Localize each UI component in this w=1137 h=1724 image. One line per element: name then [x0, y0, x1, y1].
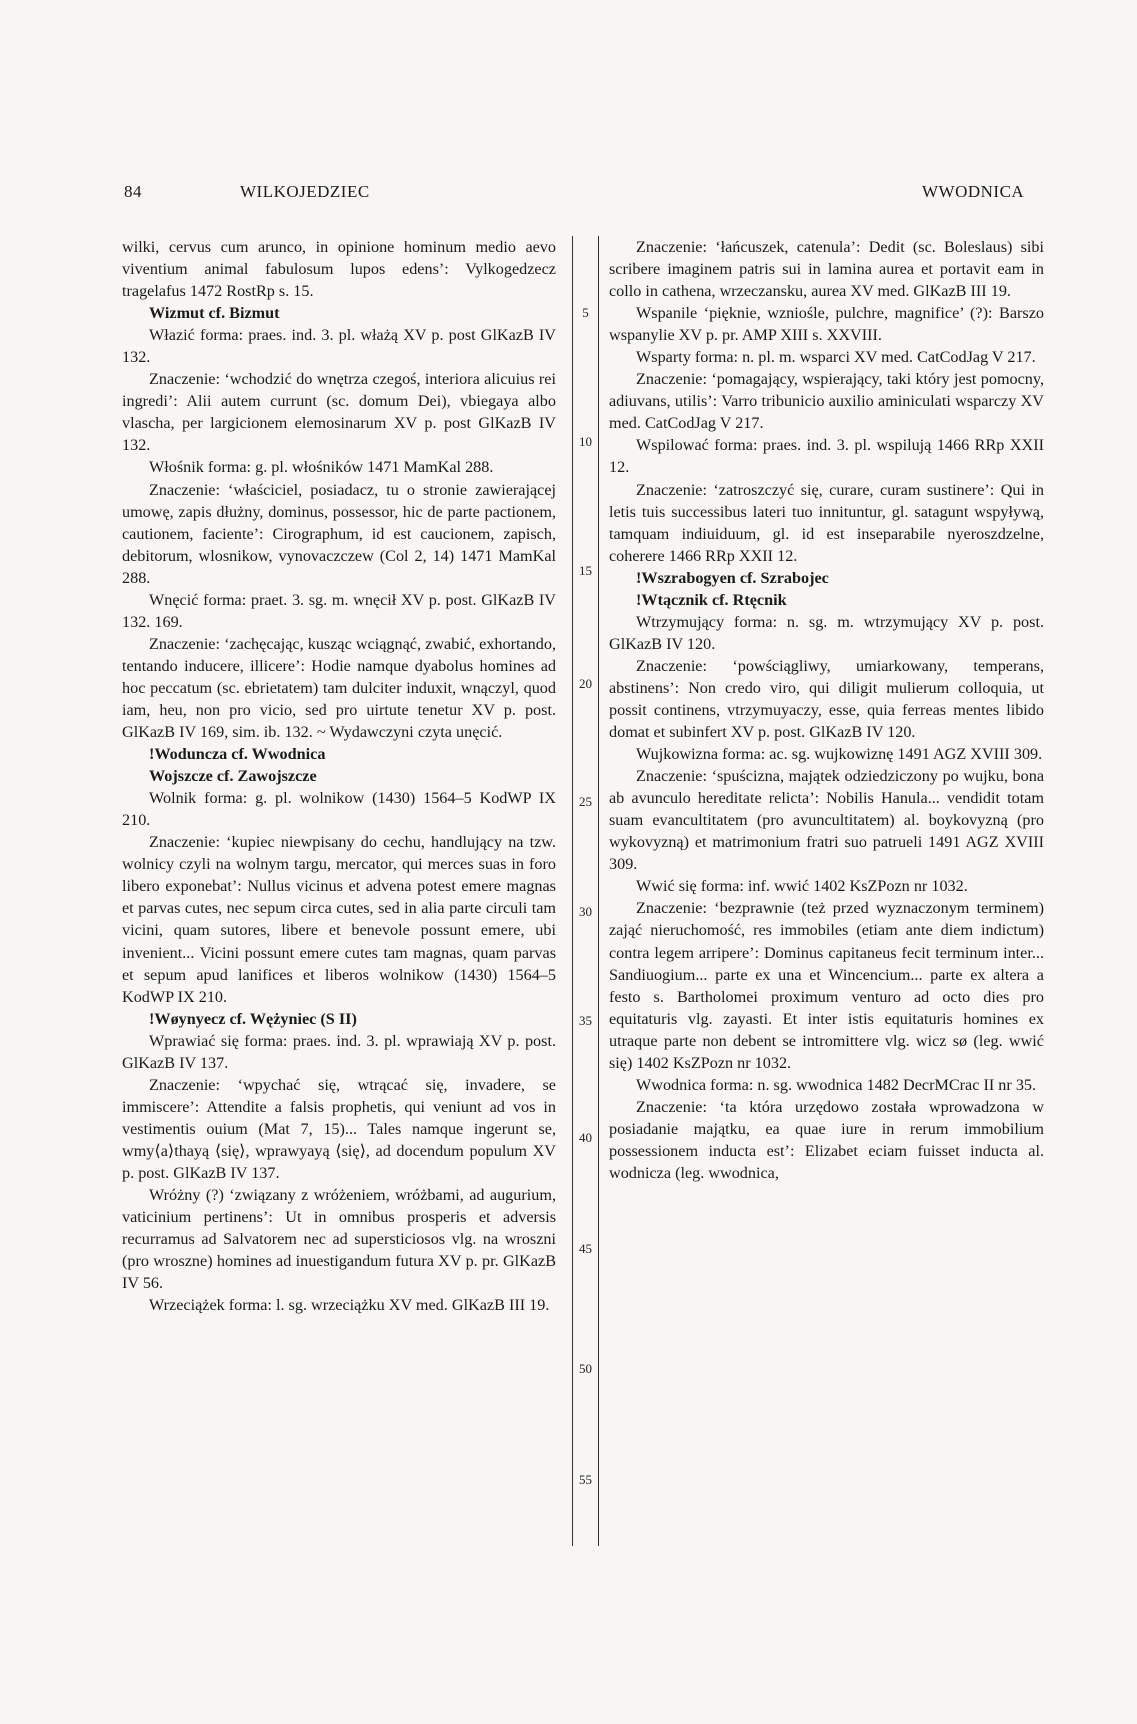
entry-meaning: Znaczenie: ‘powściągliwy, umiarkowany, temperans, abstinens’: Non credo viro, qui diligit mulierum colloquia, ut possit continens, vtrzymuyaczy, esse, quia ferreas mentes libido domat et subinfert XV p. post. GlKazB IV 120.: [609, 656, 1044, 742]
entry-crossref: !Woduncza cf. Wwodnica: [149, 745, 326, 764]
entry-meaning: Znaczenie: ‘wpychać się, wtrącać się, invadere, se immiscere’: Attendite a falsis prophetis, qui veniunt ad vos in vestimentis ouium (Mat 7, 15)... Tales namque ingerunt se, wmy⟨a⟩thayą ⟨się⟩, wprawyayą ⟨się⟩, ad docendum populum XV p. post. GlKazB IV 137.: [122, 1075, 556, 1182]
entry-headword: Wtrzymujący forma: n. sg. m. wtrzymujący XV p. post. GlKazB IV 120.: [609, 612, 1044, 653]
entry-meaning: Znaczenie: ‘ta która urzędowo została wprowadzona w posiadanie majątku, ea quae iure in rerum immobilium possessionem inducta est’: Elizabet eciam fuisset inducta al. wodnicza (leg. wwodnica,: [609, 1097, 1044, 1182]
line-number: 5: [582, 305, 589, 320]
running-header: [0, 182, 1137, 208]
entry-headword: Włazić forma: praes. ind. 3. pl. włażą XV p. post GlKazB IV 132.: [122, 326, 556, 367]
entry-headword: Włośnik forma: g. pl. włośników 1471 MamKal 288.: [149, 458, 494, 477]
line-number: 30: [579, 904, 592, 919]
column-divider-right: [598, 236, 599, 1546]
column-divider-left: [572, 236, 573, 1546]
line-number: 10: [579, 434, 592, 449]
entry-headword: Wrzeciążek forma: l. sg. wrzeciążku XV med. GlKazB III 19.: [149, 1296, 550, 1315]
entry-meaning: Znaczenie: ‘kupiec niewpisany do cechu, handlujący na tzw. wolnicy czyli na wolnym targu, mercator, qui merces suas in foro libero exponebat’: Nullus vicinus et advena potest emere magnas et parvas cutes, nec sepum circa cutes, sed in alia parte circuli tam vicini, quam sutores, libere et benevole possunt emere, ubi invenient... Vicini possunt emere cutes tam magnas, quam parvas et sepum apud lanifices et liberos wolnikow (1430) 1564–5 KodWP IX 210.: [122, 833, 556, 1006]
entry-headword: Wwić się forma: inf. wwić 1402 KsZPozn nr 1032.: [636, 877, 968, 896]
entry-headword: Wsparty forma: n. pl. m. wsparci XV med. CatCodJag V 217.: [636, 348, 1036, 367]
entry-headword: Wujkowizna forma: ac. sg. wujkowiznę 1491 AGZ XVIII 309.: [636, 745, 1043, 764]
line-number: 50: [579, 1361, 592, 1376]
page-number: 84: [124, 182, 142, 201]
entry-headword: Wnęcić forma: praet. 3. sg. m. wnęcił XV p. post. GlKazB IV 132. 169.: [122, 590, 556, 631]
entry-headword: Wspanile ‘pięknie, wzniośle, pulchre, magnifice’ (?): Barszo wspanylie XV p. pr. AMP XIII s. XXVIII.: [609, 304, 1044, 345]
line-number: 25: [579, 794, 592, 809]
entry-headword: Wwodnica forma: n. sg. wwodnica 1482 DecrMCrac II nr 35.: [636, 1075, 1037, 1094]
entry-meaning: Znaczenie: ‘zachęcając, kusząc wciągnąć, zwabić, exhortando, tentando inducere, illicere’: Hodie namque dyabolus homines ad hoc peccatum (sc. ebrietatem) tam dulciter induxit, wnączyl, quod iam, heu, non pro vicio, sed pro uirtute tenetur XV p. post. GlKazB IV 169, sim. ib. 132. ~ Wydawczyni czyta unęcić.: [122, 634, 556, 742]
right-column: [609, 236, 1044, 1184]
entry-meaning: Znaczenie: ‘pomagający, wspierający, taki który jest pomocny, adiuvans, utilis’: Varro tribunicio auxilio aminiculati wsparczy XV med. CatCodJag V 217.: [609, 370, 1044, 433]
entry-crossref: !Wszrabogyen cf. Szrabojec: [636, 568, 829, 587]
header-right-word: WWODNICA: [922, 182, 1025, 201]
entry-headword: Wprawiać się forma: praes. ind. 3. pl. wprawiają XV p. post. GlKazB IV 137.: [122, 1031, 556, 1072]
line-number: 45: [579, 1241, 592, 1256]
line-number: 35: [579, 1013, 592, 1028]
entry-crossref: !Wøynyecz cf. Wężyniec (S II): [149, 1009, 357, 1028]
entry-meaning: Znaczenie: ‘bezprawnie (też przed wyznaczonym terminem) zająć nieruchomość, res immobiles (etiam ante diem indictum) contra legem arripere’: Dominus capitaneus fecit terminum inter... Sandiuogium... parte ex una et Wincencium... parte ex altera a festo s. Bartholomei proximum venturo ad octo dies pro equitaturis vlg. zayasti. Et inter istis equitaturis homines ex utraque parte non debent se intromittere vlg. wicz sø (leg. wwić się) 1402 KsZPozn nr 1032.: [609, 899, 1044, 1072]
entry-crossref: !Wtącznik cf. Rtęcnik: [636, 590, 787, 609]
entry-meaning: Znaczenie: ‘wchodzić do wnętrza czegoś, interiora alicuius rei ingredi’: Alii autem currunt (sc. domum Dei), vbiegaya albo vlascha, per largicionem elemosinarum XV p. post GlKazB IV 132.: [122, 370, 556, 455]
line-number: 15: [579, 563, 592, 578]
header-left-word: WILKOJEDZIEC: [240, 182, 370, 201]
entry-meaning: Znaczenie: ‘łańcuszek, catenula’: Dedit (sc. Boleslaus) sibi scribere imaginem patris sui in lamina aurea et portavit eam in collo in cathena, wrzeczansku, aurea XV med. GlKazB III 19.: [609, 238, 1044, 301]
entry-headword: Wolnik forma: g. pl. wolnikow (1430) 1564–5 KodWP IX 210.: [122, 789, 556, 830]
left-column: [122, 236, 556, 1316]
entry-crossref: Wizmut cf. Bizmut: [149, 304, 280, 323]
entry-meaning: Znaczenie: ‘spuścizna, majątek odziedziczony po wujku, bona ab avunculo hereditate relicta’: Nobilis Hanula... vendidit totam suam evancultitatem (pro avuncultitatem) al. boykovyzną (pro wykovyzną) et matrimonium fratri suo patrueli 1491 AGZ XVIII 309.: [609, 767, 1044, 874]
entry-meaning: Znaczenie: ‘zatroszczyć się, curare, curam sustinere’: Qui in letis tuis successibus lateri tuo innituntur, gl. satagunt wspyływą, tamquam indiuiduum, gl. id est inseparabile nyeroszdzelne, coherere 1466 RRp XXII 12.: [609, 480, 1044, 565]
entry-meaning: Znaczenie: ‘właściciel, posiadacz, tu o stronie zawierającej umowę, zapis dłużny, dominus, possessor, hic de parte pactionem, cautionem, faciente’: Cirographum, id est caucionem, zapisch, debitorum, wlosnikow, vynovaczczew (Col 2, 14) 1471 MamKal 288.: [122, 480, 556, 587]
entry-headword: Wspilować forma: praes. ind. 3. pl. wspilują 1466 RRp XXII 12.: [609, 436, 1044, 477]
line-number: 55: [579, 1472, 592, 1487]
entry-crossref: Wojszcze cf. Zawojszcze: [149, 767, 317, 786]
entry-text: wilki, cervus cum arunco, in opinione hominum medio aevo viventium animal fabulosum lupos edens’: Vylkogedzecz tragelafus 1472 RostRp s. 15.: [122, 238, 556, 301]
line-number: 20: [579, 676, 592, 691]
entry-headword: Wróżny (?) ‘związany z wróżeniem, wróżbami, ad augurium, vaticinium pertinens’: Ut in omnibus prosperis et adversis recurramus ad Salvatorem nec ad supersticiosos vlg. na wroszni (pro wroszne) homines ad inuestigandum futura XV p. pr. GlKazB IV 56.: [122, 1186, 556, 1293]
line-number: 40: [579, 1130, 592, 1145]
